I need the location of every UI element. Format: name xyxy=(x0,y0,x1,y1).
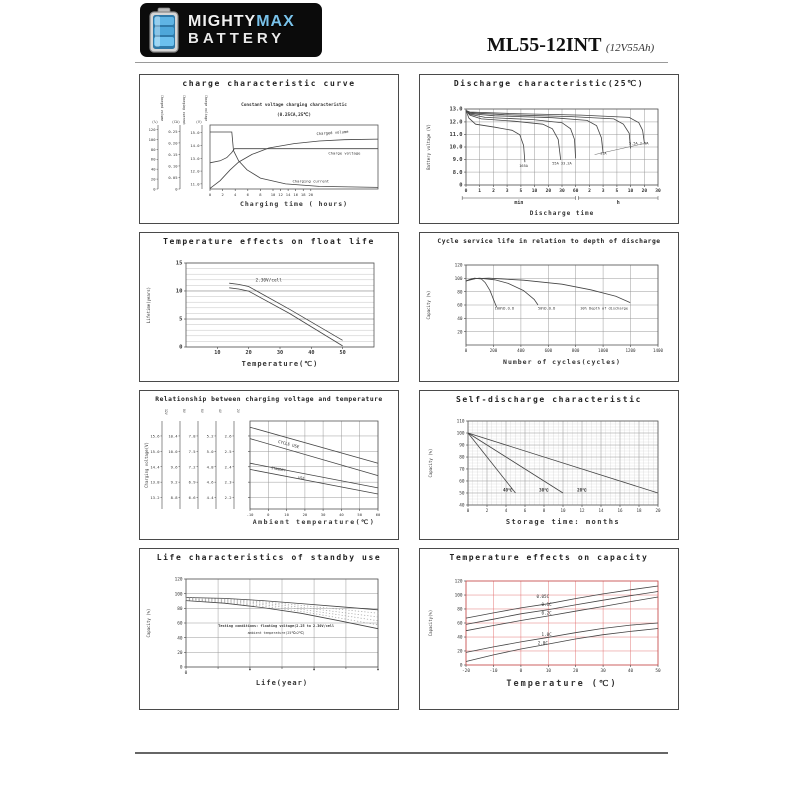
svg-text:2.4: 2.4 xyxy=(224,464,232,470)
svg-text:20: 20 xyxy=(302,512,308,517)
svg-text:5.2: 5.2 xyxy=(206,433,214,439)
svg-text:8V: 8V xyxy=(182,409,186,413)
svg-text:60: 60 xyxy=(457,621,463,627)
svg-text:Charging time ( hours): Charging time ( hours) xyxy=(239,200,349,208)
svg-text:-20: -20 xyxy=(462,669,470,674)
svg-text:20: 20 xyxy=(457,649,463,655)
svg-text:3: 3 xyxy=(505,189,509,194)
svg-text:100: 100 xyxy=(174,592,183,598)
svg-text:Capacity (%): Capacity (%) xyxy=(426,290,431,320)
chart-canvas xyxy=(140,91,398,221)
svg-text:1200: 1200 xyxy=(625,348,636,353)
svg-text:60: 60 xyxy=(375,512,381,517)
svg-text:5: 5 xyxy=(519,189,523,194)
panel-title: Relationship between charging voltage and temperature xyxy=(155,396,383,403)
svg-text:2: 2 xyxy=(492,189,495,194)
chart-canvas xyxy=(140,565,398,705)
svg-text:0: 0 xyxy=(459,663,463,669)
svg-text:4.6: 4.6 xyxy=(206,479,214,485)
svg-text:2.3: 2.3 xyxy=(224,479,232,485)
svg-text:8.0: 8.0 xyxy=(452,169,463,176)
svg-text:Charge voltage: Charge voltage xyxy=(328,150,361,156)
svg-text:12V: 12V xyxy=(164,409,168,415)
chart-self-discharge xyxy=(419,390,679,540)
svg-text:60: 60 xyxy=(457,303,463,309)
svg-text:4.8: 4.8 xyxy=(206,464,214,470)
svg-text:Capacity(%): Capacity(%) xyxy=(428,609,433,637)
svg-text:4: 4 xyxy=(234,192,237,197)
svg-text:14: 14 xyxy=(598,508,604,513)
svg-text:20: 20 xyxy=(457,330,463,336)
svg-text:2.6: 2.6 xyxy=(224,433,232,439)
svg-text:12.0: 12.0 xyxy=(449,119,463,126)
svg-text:30% Depth of discharge: 30% Depth of discharge xyxy=(580,306,629,311)
svg-text:ambient temperature(25℃±2℃): ambient temperature(25℃±2℃) xyxy=(247,631,305,635)
svg-text:12: 12 xyxy=(278,192,283,197)
svg-text:80: 80 xyxy=(459,455,465,461)
svg-text:14.0: 14.0 xyxy=(190,143,200,148)
svg-text:200: 200 xyxy=(489,348,498,353)
svg-text:120: 120 xyxy=(454,263,463,269)
svg-text:3: 3 xyxy=(601,189,605,194)
svg-text:20: 20 xyxy=(177,651,183,656)
logo-max: MAX xyxy=(256,13,295,30)
svg-text:0: 0 xyxy=(459,182,463,189)
svg-text:165A: 165A xyxy=(519,163,528,168)
svg-text:h: h xyxy=(616,200,620,206)
svg-text:40℃: 40℃ xyxy=(503,487,513,493)
panel-title: charge characteristic curve xyxy=(182,79,356,88)
svg-text:0: 0 xyxy=(267,512,270,517)
svg-text:11.0: 11.0 xyxy=(190,181,200,187)
svg-text:CYCLE USE: CYCLE USE xyxy=(277,438,300,450)
svg-text:20℃: 20℃ xyxy=(577,487,587,493)
svg-text:120: 120 xyxy=(174,577,183,583)
svg-text:11.0: 11.0 xyxy=(449,132,463,139)
svg-text:80: 80 xyxy=(457,607,463,613)
svg-text:9.6: 9.6 xyxy=(170,464,178,470)
svg-text:0.25: 0.25 xyxy=(168,128,178,134)
svg-text:10: 10 xyxy=(531,189,538,194)
svg-text:Capacity (%): Capacity (%) xyxy=(146,608,151,638)
logo-battery: BATTERY xyxy=(188,30,286,47)
logo-brand-line xyxy=(188,13,295,30)
svg-text:(CA): (CA) xyxy=(171,120,180,124)
footer-divider xyxy=(135,752,668,754)
svg-text:Battery voltage (V): Battery voltage (V) xyxy=(426,124,431,170)
svg-text:1.0C: 1.0C xyxy=(541,632,552,637)
svg-text:10: 10 xyxy=(545,669,552,674)
svg-text:18: 18 xyxy=(300,192,306,197)
svg-text:400: 400 xyxy=(517,348,525,353)
svg-text:0: 0 xyxy=(179,344,183,351)
svg-text:15.6: 15.6 xyxy=(150,433,160,439)
chart-life-standby-use xyxy=(139,548,399,710)
svg-text:60: 60 xyxy=(177,621,183,627)
svg-text:4: 4 xyxy=(504,508,508,513)
svg-text:0.20: 0.20 xyxy=(168,140,178,146)
battery-icon xyxy=(146,6,182,54)
svg-text:30: 30 xyxy=(600,669,606,674)
svg-text:0: 0 xyxy=(464,348,468,353)
svg-text:0: 0 xyxy=(519,669,523,674)
svg-text:Temperature (℃): Temperature (℃) xyxy=(506,679,618,689)
svg-text:6V: 6V xyxy=(200,409,204,413)
svg-text:800: 800 xyxy=(571,348,580,353)
svg-text:110: 110 xyxy=(456,419,465,425)
chart-canvas xyxy=(420,249,678,379)
svg-text:USE: USE xyxy=(298,475,305,481)
chart-canvas xyxy=(420,91,678,221)
svg-text:min: min xyxy=(514,200,524,206)
svg-text:600: 600 xyxy=(544,348,553,353)
svg-text:8: 8 xyxy=(542,508,546,513)
charts-grid xyxy=(139,74,679,710)
svg-text:0.05: 0.05 xyxy=(168,175,178,180)
svg-text:5.5A 2.9A: 5.5A 2.9A xyxy=(629,141,649,146)
svg-text:Life(year): Life(year) xyxy=(255,679,309,687)
svg-text:0.10: 0.10 xyxy=(168,163,178,169)
chart-canvas xyxy=(140,249,398,379)
svg-text:5: 5 xyxy=(615,189,619,194)
panel-title: Self-discharge characteristic xyxy=(455,395,643,404)
product-title: ML55-12INT xyxy=(487,34,602,56)
svg-text:13.2: 13.2 xyxy=(150,495,160,501)
svg-text:2: 2 xyxy=(221,192,224,197)
svg-text:-10: -10 xyxy=(489,669,498,674)
svg-text:30℃: 30℃ xyxy=(539,487,549,493)
svg-text:10: 10 xyxy=(560,508,566,513)
panel-title: Temperature effects on capacity xyxy=(449,553,649,562)
svg-text:7.8: 7.8 xyxy=(188,433,196,439)
svg-text:2.0C: 2.0C xyxy=(537,640,548,646)
svg-text:9.2: 9.2 xyxy=(170,479,178,485)
svg-text:90: 90 xyxy=(459,443,465,449)
svg-text:100: 100 xyxy=(456,431,465,437)
svg-text:Charged volume: Charged volume xyxy=(316,128,349,137)
svg-text:Charging voltage(V): Charging voltage(V) xyxy=(144,442,149,488)
svg-text:18: 18 xyxy=(636,508,642,513)
svg-text:12.0: 12.0 xyxy=(190,168,200,174)
svg-text:Discharge time: Discharge time xyxy=(529,210,595,217)
svg-text:80: 80 xyxy=(457,290,463,296)
svg-text:20: 20 xyxy=(641,189,648,194)
svg-text:40: 40 xyxy=(457,317,463,323)
svg-text:0.15: 0.15 xyxy=(168,151,178,157)
chart-charging-voltage-temperature xyxy=(139,390,399,540)
svg-text:9.0: 9.0 xyxy=(452,157,463,164)
product-capacity: (12V55Ah) xyxy=(605,42,655,54)
svg-text:0.1C: 0.1C xyxy=(541,601,552,607)
svg-text:Temperature(℃): Temperature(℃) xyxy=(241,360,319,368)
svg-text:2: 2 xyxy=(588,189,591,194)
svg-text:(%): (%) xyxy=(151,120,158,124)
svg-text:100: 100 xyxy=(148,136,156,142)
svg-text:(V): (V) xyxy=(195,120,202,124)
svg-text:2.30V/cell: 2.30V/cell xyxy=(255,278,282,284)
svg-text:12: 12 xyxy=(579,508,585,513)
svg-text:Charging current: Charging current xyxy=(182,95,186,125)
svg-text:Ambient temperature(℃): Ambient temperature(℃) xyxy=(252,518,376,526)
svg-text:Charge voltage: Charge voltage xyxy=(204,95,208,122)
svg-text:Lifetime(years): Lifetime(years) xyxy=(146,286,151,324)
svg-text:50: 50 xyxy=(459,491,465,497)
svg-text:55A 33.2A: 55A 33.2A xyxy=(552,161,572,166)
svg-text:40: 40 xyxy=(150,166,156,172)
svg-text:5: 5 xyxy=(179,316,183,323)
svg-text:13.0: 13.0 xyxy=(449,106,463,113)
chart-canvas xyxy=(140,407,398,537)
svg-text:40: 40 xyxy=(459,503,465,509)
svg-text:10: 10 xyxy=(214,350,221,356)
svg-text:14.4: 14.4 xyxy=(150,464,160,470)
svg-text:4.4: 4.4 xyxy=(206,495,214,501)
svg-text:80: 80 xyxy=(150,146,156,152)
chart-charge-characteristic xyxy=(139,74,399,224)
svg-text:40: 40 xyxy=(308,350,315,356)
svg-text:10: 10 xyxy=(627,189,634,194)
svg-text:20: 20 xyxy=(150,176,156,182)
svg-text:16: 16 xyxy=(293,192,298,197)
svg-text:(0.25CA,25℃): (0.25CA,25℃) xyxy=(276,113,312,118)
svg-text:60: 60 xyxy=(459,479,465,485)
svg-text:30: 30 xyxy=(276,350,284,356)
svg-text:Charged volume: Charged volume xyxy=(160,95,164,122)
svg-text:100: 100 xyxy=(454,593,463,599)
svg-text:30: 30 xyxy=(655,189,661,194)
svg-text:Storage time: months: Storage time: months xyxy=(505,518,621,526)
svg-text:100: 100 xyxy=(454,277,463,283)
svg-text:7.5: 7.5 xyxy=(188,448,196,454)
svg-text:8: 8 xyxy=(259,192,262,197)
svg-text:2.2: 2.2 xyxy=(224,495,232,501)
svg-text:10: 10 xyxy=(284,512,289,517)
svg-text:40: 40 xyxy=(177,636,183,642)
svg-text:2: 2 xyxy=(485,508,489,513)
svg-text:1400: 1400 xyxy=(652,348,664,353)
svg-text:Number of cycles(cycles): Number of cycles(cycles) xyxy=(503,358,621,366)
svg-text:6: 6 xyxy=(523,508,527,513)
svg-text:0: 0 xyxy=(208,192,212,197)
svg-text:20: 20 xyxy=(655,508,661,513)
svg-text:40: 40 xyxy=(457,635,463,641)
svg-text:60: 60 xyxy=(572,189,579,194)
svg-text:10.4: 10.4 xyxy=(168,433,178,439)
svg-text:10: 10 xyxy=(270,192,276,197)
svg-text:2V: 2V xyxy=(236,409,240,413)
svg-text:120: 120 xyxy=(454,579,463,585)
svg-text:40: 40 xyxy=(627,669,634,674)
svg-text:20: 20 xyxy=(245,350,252,356)
svg-text:STANDBY: STANDBY xyxy=(270,466,286,473)
svg-text:1000: 1000 xyxy=(598,348,609,353)
svg-text:0.2C: 0.2C xyxy=(541,610,552,616)
svg-text:6.9: 6.9 xyxy=(188,479,196,485)
svg-text:15: 15 xyxy=(175,260,183,267)
chart-temperature-float-life xyxy=(139,232,399,382)
svg-text:Testing conditions: floating v: Testing conditions: floating voltage(2.25 to 2.30V/cell xyxy=(218,624,335,628)
svg-text:1: 1 xyxy=(478,189,481,194)
panel-title: Discharge characteristic(25℃) xyxy=(453,79,645,88)
panel-title: Cycle service life in relation to depth of discharge xyxy=(437,238,661,245)
svg-text:Charging current: Charging current xyxy=(292,178,330,184)
svg-text:50%D.O.D: 50%D.O.D xyxy=(537,306,556,311)
svg-text:4V: 4V xyxy=(218,409,222,413)
svg-text:5.0: 5.0 xyxy=(206,448,214,454)
svg-text:-10: -10 xyxy=(246,512,254,517)
svg-text:40: 40 xyxy=(339,512,344,517)
chart-temperature-capacity xyxy=(419,548,679,710)
svg-text:11A: 11A xyxy=(600,151,607,156)
chart-discharge-characteristic xyxy=(419,74,679,224)
svg-text:10.0: 10.0 xyxy=(449,144,463,151)
product-title-block xyxy=(487,34,654,57)
svg-text:15.0: 15.0 xyxy=(190,130,200,136)
svg-text:13.0: 13.0 xyxy=(190,155,200,161)
svg-text:50: 50 xyxy=(655,669,661,674)
svg-text:7.2: 7.2 xyxy=(188,464,196,470)
panel-title: Life characteristics of standby use xyxy=(156,553,382,562)
svg-text:50: 50 xyxy=(357,512,362,517)
svg-text:120: 120 xyxy=(148,127,156,132)
svg-text:80: 80 xyxy=(177,607,183,612)
svg-text:10: 10 xyxy=(175,288,183,295)
svg-text:0.05C: 0.05C xyxy=(536,593,550,599)
panel-title: Temperature effects on float life xyxy=(163,237,375,246)
svg-text:8.8: 8.8 xyxy=(170,495,178,501)
svg-text:6.6: 6.6 xyxy=(188,495,196,501)
header-divider xyxy=(135,62,668,63)
svg-text:30: 30 xyxy=(320,512,326,517)
svg-text:16: 16 xyxy=(617,508,623,513)
chart-canvas xyxy=(420,407,678,537)
svg-text:50: 50 xyxy=(339,350,346,356)
svg-text:0: 0 xyxy=(466,508,470,513)
svg-text:20: 20 xyxy=(308,192,314,197)
svg-text:0: 0 xyxy=(153,186,156,192)
svg-text:6: 6 xyxy=(246,192,249,197)
svg-text:15.0: 15.0 xyxy=(150,448,160,454)
logo-text xyxy=(188,13,295,47)
mighty-max-logo xyxy=(140,3,322,57)
svg-text:0: 0 xyxy=(464,189,468,194)
svg-text:20: 20 xyxy=(545,189,552,194)
svg-text:Capacity (%): Capacity (%) xyxy=(428,448,433,478)
svg-text:10.0: 10.0 xyxy=(168,448,178,454)
svg-text:30: 30 xyxy=(559,189,565,194)
svg-text:2.5: 2.5 xyxy=(224,448,232,454)
chart-cycle-service-life xyxy=(419,232,679,382)
svg-text:60: 60 xyxy=(150,156,156,162)
chart-canvas xyxy=(420,565,678,705)
svg-text:100%D.O.D: 100%D.O.D xyxy=(494,306,515,311)
svg-text:Constant voltage charging char: Constant voltage charging characteristic xyxy=(241,102,347,108)
svg-text:0: 0 xyxy=(184,671,188,676)
svg-text:0: 0 xyxy=(179,665,183,671)
svg-text:0: 0 xyxy=(175,186,178,192)
svg-text:13.8: 13.8 xyxy=(150,479,160,485)
svg-text:20: 20 xyxy=(572,669,579,674)
svg-text:70: 70 xyxy=(459,467,465,473)
svg-text:14: 14 xyxy=(285,192,291,197)
logo-mighty: MIGHTY xyxy=(188,13,257,30)
